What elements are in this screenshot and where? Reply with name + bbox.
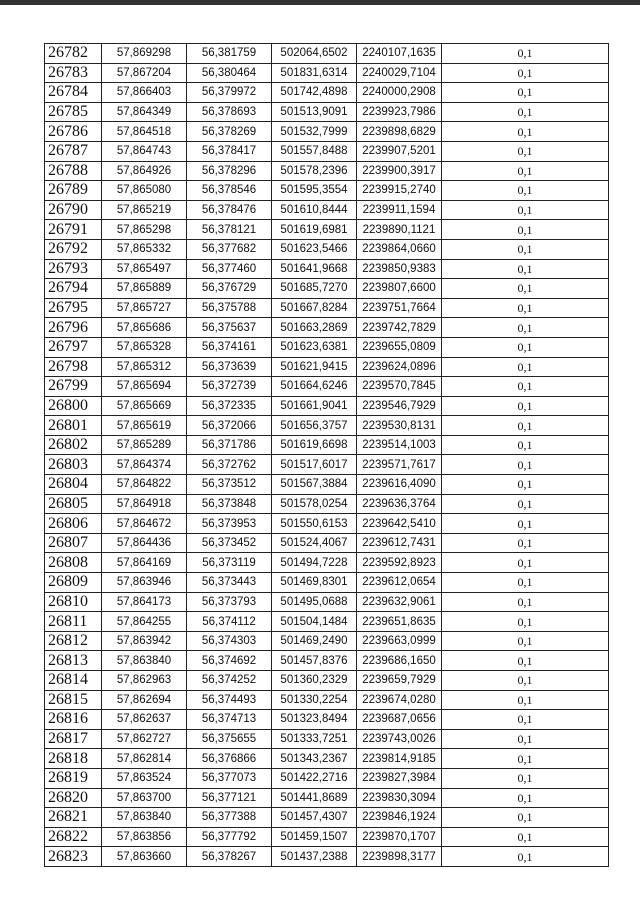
longitude-cell: 56,378417 xyxy=(187,141,272,161)
latitude-cell: 57,862727 xyxy=(102,729,187,749)
table-row xyxy=(45,239,609,259)
point-number-cell: 26798 xyxy=(45,357,102,377)
coordinates-table-body xyxy=(45,44,609,867)
accuracy-cell: 0,1 xyxy=(442,592,609,612)
latitude-cell: 57,862963 xyxy=(102,671,187,691)
accuracy-cell: 0,1 xyxy=(442,337,609,357)
y-coordinate-cell: 2239659,7929 xyxy=(357,671,442,691)
table-row xyxy=(45,357,609,377)
y-coordinate-cell: 2239514,1003 xyxy=(357,435,442,455)
longitude-cell: 56,372335 xyxy=(187,396,272,416)
longitude-cell: 56,377460 xyxy=(187,259,272,279)
longitude-cell: 56,374692 xyxy=(187,651,272,671)
longitude-cell: 56,378267 xyxy=(187,847,272,867)
x-coordinate-cell: 501831,6314 xyxy=(272,63,357,83)
point-number-cell: 26789 xyxy=(45,181,102,201)
x-coordinate-cell: 501343,2367 xyxy=(272,749,357,769)
x-coordinate-cell: 501578,2396 xyxy=(272,161,357,181)
page-top-rule xyxy=(0,0,640,5)
longitude-cell: 56,373793 xyxy=(187,592,272,612)
point-number-cell: 26787 xyxy=(45,141,102,161)
longitude-cell: 56,374161 xyxy=(187,337,272,357)
point-number-cell: 26802 xyxy=(45,435,102,455)
accuracy-cell: 0,1 xyxy=(442,847,609,867)
table-row xyxy=(45,729,609,749)
y-coordinate-cell: 2239571,7617 xyxy=(357,455,442,475)
table-row xyxy=(45,455,609,475)
point-number-cell: 26795 xyxy=(45,298,102,318)
x-coordinate-cell: 501661,9041 xyxy=(272,396,357,416)
point-number-cell: 26821 xyxy=(45,808,102,828)
accuracy-cell: 0,1 xyxy=(442,455,609,475)
longitude-cell: 56,376866 xyxy=(187,749,272,769)
x-coordinate-cell: 501619,6698 xyxy=(272,435,357,455)
latitude-cell: 57,865889 xyxy=(102,279,187,299)
latitude-cell: 57,864173 xyxy=(102,592,187,612)
latitude-cell: 57,866403 xyxy=(102,83,187,103)
accuracy-cell: 0,1 xyxy=(442,808,609,828)
accuracy-cell: 0,1 xyxy=(442,710,609,730)
point-number-cell: 26803 xyxy=(45,455,102,475)
accuracy-cell: 0,1 xyxy=(442,494,609,514)
accuracy-cell: 0,1 xyxy=(442,279,609,299)
latitude-cell: 57,864349 xyxy=(102,102,187,122)
accuracy-cell: 0,1 xyxy=(442,259,609,279)
table-row xyxy=(45,377,609,397)
latitude-cell: 57,865328 xyxy=(102,337,187,357)
longitude-cell: 56,379972 xyxy=(187,83,272,103)
latitude-cell: 57,864436 xyxy=(102,533,187,553)
accuracy-cell: 0,1 xyxy=(442,514,609,534)
y-coordinate-cell: 2239674,0280 xyxy=(357,690,442,710)
point-number-cell: 26819 xyxy=(45,768,102,788)
table-row xyxy=(45,592,609,612)
point-number-cell: 26791 xyxy=(45,220,102,240)
point-number-cell: 26801 xyxy=(45,416,102,436)
x-coordinate-cell: 501685,7270 xyxy=(272,279,357,299)
point-number-cell: 26809 xyxy=(45,573,102,593)
point-number-cell: 26816 xyxy=(45,710,102,730)
latitude-cell: 57,863700 xyxy=(102,788,187,808)
accuracy-cell: 0,1 xyxy=(442,788,609,808)
point-number-cell: 26822 xyxy=(45,827,102,847)
accuracy-cell: 0,1 xyxy=(442,141,609,161)
longitude-cell: 56,372762 xyxy=(187,455,272,475)
y-coordinate-cell: 2239651,8635 xyxy=(357,612,442,632)
table-row xyxy=(45,494,609,514)
longitude-cell: 56,378121 xyxy=(187,220,272,240)
accuracy-cell: 0,1 xyxy=(442,357,609,377)
longitude-cell: 56,372066 xyxy=(187,416,272,436)
latitude-cell: 57,864255 xyxy=(102,612,187,632)
point-number-cell: 26810 xyxy=(45,592,102,612)
accuracy-cell: 0,1 xyxy=(442,690,609,710)
point-number-cell: 26792 xyxy=(45,239,102,259)
table-row xyxy=(45,416,609,436)
longitude-cell: 56,374252 xyxy=(187,671,272,691)
accuracy-cell: 0,1 xyxy=(442,612,609,632)
latitude-cell: 57,864169 xyxy=(102,553,187,573)
point-number-cell: 26788 xyxy=(45,161,102,181)
y-coordinate-cell: 2239923,7986 xyxy=(357,102,442,122)
table-row xyxy=(45,788,609,808)
point-number-cell: 26807 xyxy=(45,533,102,553)
table-row xyxy=(45,200,609,220)
longitude-cell: 56,377388 xyxy=(187,808,272,828)
point-number-cell: 26815 xyxy=(45,690,102,710)
point-number-cell: 26800 xyxy=(45,396,102,416)
accuracy-cell: 0,1 xyxy=(442,298,609,318)
longitude-cell: 56,374713 xyxy=(187,710,272,730)
accuracy-cell: 0,1 xyxy=(442,553,609,573)
accuracy-cell: 0,1 xyxy=(442,729,609,749)
accuracy-cell: 0,1 xyxy=(442,161,609,181)
x-coordinate-cell: 501457,4307 xyxy=(272,808,357,828)
table-row xyxy=(45,102,609,122)
x-coordinate-cell: 501623,6381 xyxy=(272,337,357,357)
y-coordinate-cell: 2239864,0660 xyxy=(357,239,442,259)
x-coordinate-cell: 501656,3757 xyxy=(272,416,357,436)
point-number-cell: 26811 xyxy=(45,612,102,632)
x-coordinate-cell: 501641,9668 xyxy=(272,259,357,279)
longitude-cell: 56,374112 xyxy=(187,612,272,632)
y-coordinate-cell: 2239743,0026 xyxy=(357,729,442,749)
point-number-cell: 26797 xyxy=(45,337,102,357)
point-number-cell: 26790 xyxy=(45,200,102,220)
longitude-cell: 56,377792 xyxy=(187,827,272,847)
y-coordinate-cell: 2239616,4090 xyxy=(357,475,442,495)
latitude-cell: 57,863660 xyxy=(102,847,187,867)
y-coordinate-cell: 2239890,1121 xyxy=(357,220,442,240)
latitude-cell: 57,865619 xyxy=(102,416,187,436)
table-row xyxy=(45,141,609,161)
x-coordinate-cell: 501663,2869 xyxy=(272,318,357,338)
x-coordinate-cell: 501621,9415 xyxy=(272,357,357,377)
point-number-cell: 26820 xyxy=(45,788,102,808)
accuracy-cell: 0,1 xyxy=(442,573,609,593)
point-number-cell: 26796 xyxy=(45,318,102,338)
x-coordinate-cell: 501513,9091 xyxy=(272,102,357,122)
y-coordinate-cell: 2239846,1924 xyxy=(357,808,442,828)
table-row xyxy=(45,631,609,651)
y-coordinate-cell: 2240107,1635 xyxy=(357,44,442,64)
y-coordinate-cell: 2239870,1707 xyxy=(357,827,442,847)
latitude-cell: 57,865080 xyxy=(102,181,187,201)
accuracy-cell: 0,1 xyxy=(442,122,609,142)
latitude-cell: 57,865727 xyxy=(102,298,187,318)
accuracy-cell: 0,1 xyxy=(442,671,609,691)
longitude-cell: 56,377073 xyxy=(187,768,272,788)
accuracy-cell: 0,1 xyxy=(442,44,609,64)
x-coordinate-cell: 501457,8376 xyxy=(272,651,357,671)
latitude-cell: 57,865219 xyxy=(102,200,187,220)
accuracy-cell: 0,1 xyxy=(442,827,609,847)
x-coordinate-cell: 501360,2329 xyxy=(272,671,357,691)
table-row xyxy=(45,259,609,279)
point-number-cell: 26813 xyxy=(45,651,102,671)
table-row xyxy=(45,435,609,455)
accuracy-cell: 0,1 xyxy=(442,416,609,436)
y-coordinate-cell: 2239642,5410 xyxy=(357,514,442,534)
table-row xyxy=(45,181,609,201)
table-row xyxy=(45,671,609,691)
table-row xyxy=(45,847,609,867)
accuracy-cell: 0,1 xyxy=(442,475,609,495)
x-coordinate-cell: 501742,4898 xyxy=(272,83,357,103)
accuracy-cell: 0,1 xyxy=(442,83,609,103)
accuracy-cell: 0,1 xyxy=(442,749,609,769)
y-coordinate-cell: 2239612,7431 xyxy=(357,533,442,553)
x-coordinate-cell: 501330,2254 xyxy=(272,690,357,710)
longitude-cell: 56,375788 xyxy=(187,298,272,318)
x-coordinate-cell: 501517,6017 xyxy=(272,455,357,475)
x-coordinate-cell: 501323,8494 xyxy=(272,710,357,730)
x-coordinate-cell: 501567,3884 xyxy=(272,475,357,495)
y-coordinate-cell: 2239636,3764 xyxy=(357,494,442,514)
longitude-cell: 56,373119 xyxy=(187,553,272,573)
x-coordinate-cell: 501595,3554 xyxy=(272,181,357,201)
longitude-cell: 56,371786 xyxy=(187,435,272,455)
longitude-cell: 56,374493 xyxy=(187,690,272,710)
point-number-cell: 26814 xyxy=(45,671,102,691)
y-coordinate-cell: 2239807,6600 xyxy=(357,279,442,299)
latitude-cell: 57,863946 xyxy=(102,573,187,593)
y-coordinate-cell: 2239915,2740 xyxy=(357,181,442,201)
accuracy-cell: 0,1 xyxy=(442,768,609,788)
table-row xyxy=(45,533,609,553)
accuracy-cell: 0,1 xyxy=(442,102,609,122)
table-row xyxy=(45,337,609,357)
accuracy-cell: 0,1 xyxy=(442,220,609,240)
y-coordinate-cell: 2239530,8131 xyxy=(357,416,442,436)
table-row xyxy=(45,514,609,534)
y-coordinate-cell: 2239632,9061 xyxy=(357,592,442,612)
y-coordinate-cell: 2240000,2908 xyxy=(357,83,442,103)
accuracy-cell: 0,1 xyxy=(442,239,609,259)
accuracy-cell: 0,1 xyxy=(442,63,609,83)
accuracy-cell: 0,1 xyxy=(442,181,609,201)
y-coordinate-cell: 2239900,3917 xyxy=(357,161,442,181)
y-coordinate-cell: 2240029,7104 xyxy=(357,63,442,83)
y-coordinate-cell: 2239911,1594 xyxy=(357,200,442,220)
x-coordinate-cell: 501333,7251 xyxy=(272,729,357,749)
table-row xyxy=(45,279,609,299)
accuracy-cell: 0,1 xyxy=(442,651,609,671)
table-row xyxy=(45,318,609,338)
table-row xyxy=(45,396,609,416)
point-number-cell: 26783 xyxy=(45,63,102,83)
x-coordinate-cell: 501619,6981 xyxy=(272,220,357,240)
latitude-cell: 57,863856 xyxy=(102,827,187,847)
table-row xyxy=(45,122,609,142)
accuracy-cell: 0,1 xyxy=(442,377,609,397)
longitude-cell: 56,375637 xyxy=(187,318,272,338)
x-coordinate-cell: 501578,0254 xyxy=(272,494,357,514)
table-row xyxy=(45,808,609,828)
x-coordinate-cell: 501437,2388 xyxy=(272,847,357,867)
y-coordinate-cell: 2239655,0809 xyxy=(357,337,442,357)
x-coordinate-cell: 501610,8444 xyxy=(272,200,357,220)
y-coordinate-cell: 2239592,8923 xyxy=(357,553,442,573)
point-number-cell: 26823 xyxy=(45,847,102,867)
x-coordinate-cell: 501494,7228 xyxy=(272,553,357,573)
latitude-cell: 57,865312 xyxy=(102,357,187,377)
point-number-cell: 26805 xyxy=(45,494,102,514)
latitude-cell: 57,863840 xyxy=(102,651,187,671)
table-row xyxy=(45,651,609,671)
x-coordinate-cell: 501441,8689 xyxy=(272,788,357,808)
latitude-cell: 57,865694 xyxy=(102,377,187,397)
table-row xyxy=(45,573,609,593)
point-number-cell: 26808 xyxy=(45,553,102,573)
latitude-cell: 57,865332 xyxy=(102,239,187,259)
latitude-cell: 57,864926 xyxy=(102,161,187,181)
x-coordinate-cell: 501469,8301 xyxy=(272,573,357,593)
x-coordinate-cell: 501422,2716 xyxy=(272,768,357,788)
accuracy-cell: 0,1 xyxy=(442,631,609,651)
y-coordinate-cell: 2239624,0896 xyxy=(357,357,442,377)
table-row xyxy=(45,612,609,632)
table-row xyxy=(45,63,609,83)
y-coordinate-cell: 2239686,1650 xyxy=(357,651,442,671)
longitude-cell: 56,380464 xyxy=(187,63,272,83)
latitude-cell: 57,863524 xyxy=(102,768,187,788)
latitude-cell: 57,865298 xyxy=(102,220,187,240)
latitude-cell: 57,865669 xyxy=(102,396,187,416)
latitude-cell: 57,865686 xyxy=(102,318,187,338)
point-number-cell: 26786 xyxy=(45,122,102,142)
longitude-cell: 56,378296 xyxy=(187,161,272,181)
longitude-cell: 56,375655 xyxy=(187,729,272,749)
point-number-cell: 26806 xyxy=(45,514,102,534)
table-row xyxy=(45,827,609,847)
longitude-cell: 56,377682 xyxy=(187,239,272,259)
latitude-cell: 57,864374 xyxy=(102,455,187,475)
table-row xyxy=(45,44,609,64)
y-coordinate-cell: 2239751,7664 xyxy=(357,298,442,318)
longitude-cell: 56,378269 xyxy=(187,122,272,142)
x-coordinate-cell: 501623,5466 xyxy=(272,239,357,259)
accuracy-cell: 0,1 xyxy=(442,435,609,455)
accuracy-cell: 0,1 xyxy=(442,200,609,220)
latitude-cell: 57,865497 xyxy=(102,259,187,279)
latitude-cell: 57,862694 xyxy=(102,690,187,710)
y-coordinate-cell: 2239898,3177 xyxy=(357,847,442,867)
latitude-cell: 57,864822 xyxy=(102,475,187,495)
table-row xyxy=(45,161,609,181)
x-coordinate-cell: 501469,2490 xyxy=(272,631,357,651)
point-number-cell: 26785 xyxy=(45,102,102,122)
point-number-cell: 26793 xyxy=(45,259,102,279)
point-number-cell: 26794 xyxy=(45,279,102,299)
latitude-cell: 57,862814 xyxy=(102,749,187,769)
x-coordinate-cell: 501557,8488 xyxy=(272,141,357,161)
x-coordinate-cell: 501550,6153 xyxy=(272,514,357,534)
longitude-cell: 56,378693 xyxy=(187,102,272,122)
x-coordinate-cell: 502064,6502 xyxy=(272,44,357,64)
longitude-cell: 56,373512 xyxy=(187,475,272,495)
latitude-cell: 57,862637 xyxy=(102,710,187,730)
latitude-cell: 57,864518 xyxy=(102,122,187,142)
point-number-cell: 26782 xyxy=(45,44,102,64)
latitude-cell: 57,864743 xyxy=(102,141,187,161)
longitude-cell: 56,373452 xyxy=(187,533,272,553)
accuracy-cell: 0,1 xyxy=(442,318,609,338)
point-number-cell: 26799 xyxy=(45,377,102,397)
latitude-cell: 57,863840 xyxy=(102,808,187,828)
latitude-cell: 57,867204 xyxy=(102,63,187,83)
y-coordinate-cell: 2239742,7829 xyxy=(357,318,442,338)
point-number-cell: 26812 xyxy=(45,631,102,651)
y-coordinate-cell: 2239663,0999 xyxy=(357,631,442,651)
longitude-cell: 56,377121 xyxy=(187,788,272,808)
latitude-cell: 57,864918 xyxy=(102,494,187,514)
y-coordinate-cell: 2239830,3094 xyxy=(357,788,442,808)
point-number-cell: 26804 xyxy=(45,475,102,495)
longitude-cell: 56,373848 xyxy=(187,494,272,514)
y-coordinate-cell: 2239850,9383 xyxy=(357,259,442,279)
table-row xyxy=(45,710,609,730)
x-coordinate-cell: 501504,1484 xyxy=(272,612,357,632)
coordinates-table xyxy=(44,43,609,867)
x-coordinate-cell: 501459,1507 xyxy=(272,827,357,847)
latitude-cell: 57,869298 xyxy=(102,44,187,64)
x-coordinate-cell: 501495,0688 xyxy=(272,592,357,612)
longitude-cell: 56,381759 xyxy=(187,44,272,64)
longitude-cell: 56,376729 xyxy=(187,279,272,299)
table-row xyxy=(45,749,609,769)
longitude-cell: 56,372739 xyxy=(187,377,272,397)
x-coordinate-cell: 501524,4067 xyxy=(272,533,357,553)
y-coordinate-cell: 2239570,7845 xyxy=(357,377,442,397)
table-row xyxy=(45,690,609,710)
x-coordinate-cell: 501667,8284 xyxy=(272,298,357,318)
accuracy-cell: 0,1 xyxy=(442,396,609,416)
longitude-cell: 56,373953 xyxy=(187,514,272,534)
y-coordinate-cell: 2239827,3984 xyxy=(357,768,442,788)
table-row xyxy=(45,298,609,318)
y-coordinate-cell: 2239907,5201 xyxy=(357,141,442,161)
point-number-cell: 26784 xyxy=(45,83,102,103)
latitude-cell: 57,863942 xyxy=(102,631,187,651)
longitude-cell: 56,373443 xyxy=(187,573,272,593)
latitude-cell: 57,865289 xyxy=(102,435,187,455)
table-row xyxy=(45,553,609,573)
latitude-cell: 57,864672 xyxy=(102,514,187,534)
table-row xyxy=(45,475,609,495)
y-coordinate-cell: 2239687,0656 xyxy=(357,710,442,730)
y-coordinate-cell: 2239898,6829 xyxy=(357,122,442,142)
longitude-cell: 56,378476 xyxy=(187,200,272,220)
table-row xyxy=(45,768,609,788)
table-row xyxy=(45,83,609,103)
y-coordinate-cell: 2239546,7929 xyxy=(357,396,442,416)
y-coordinate-cell: 2239814,9185 xyxy=(357,749,442,769)
x-coordinate-cell: 501532,7999 xyxy=(272,122,357,142)
longitude-cell: 56,373639 xyxy=(187,357,272,377)
accuracy-cell: 0,1 xyxy=(442,533,609,553)
y-coordinate-cell: 2239612,0654 xyxy=(357,573,442,593)
table-row xyxy=(45,220,609,240)
point-number-cell: 26817 xyxy=(45,729,102,749)
x-coordinate-cell: 501664,6246 xyxy=(272,377,357,397)
longitude-cell: 56,378546 xyxy=(187,181,272,201)
longitude-cell: 56,374303 xyxy=(187,631,272,651)
point-number-cell: 26818 xyxy=(45,749,102,769)
